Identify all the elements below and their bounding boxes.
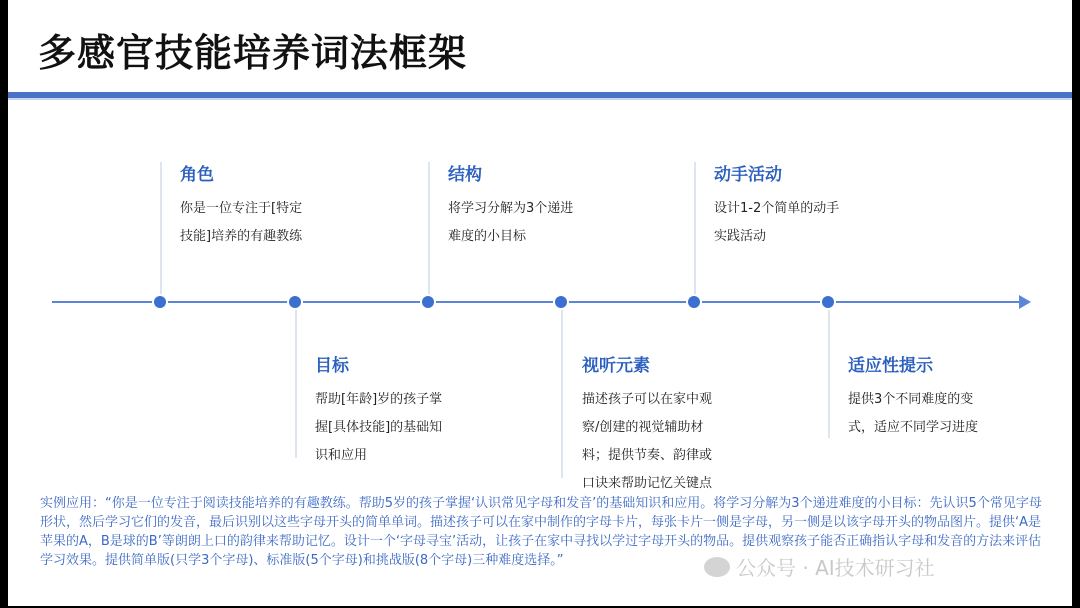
watermark-text: 公众号 · AI技术研习社 bbox=[736, 556, 935, 580]
card-body: 将学习分解为3个递进 难度的小目标 bbox=[448, 201, 574, 244]
slide-title: 多感官技能培养词法框架 bbox=[38, 31, 468, 75]
connector-line bbox=[828, 308, 830, 438]
card-heading: 动手活动 bbox=[714, 165, 782, 185]
slide bbox=[8, 0, 1072, 606]
card-audiovisual bbox=[582, 351, 782, 498]
timeline-node bbox=[688, 296, 700, 308]
timeline-node bbox=[289, 296, 301, 308]
card-structure bbox=[448, 160, 648, 251]
connector-line bbox=[561, 308, 563, 478]
card-role bbox=[180, 160, 380, 251]
timeline-node bbox=[822, 296, 834, 308]
connector-line bbox=[428, 162, 430, 296]
watermark bbox=[704, 552, 935, 581]
card-heading: 目标 bbox=[315, 356, 349, 376]
wechat-icon bbox=[704, 557, 730, 577]
connector-line bbox=[295, 308, 297, 458]
card-heading: 角色 bbox=[180, 165, 214, 185]
card-adaptive-tips bbox=[848, 351, 1048, 442]
timeline-arrow-icon bbox=[1019, 295, 1031, 309]
timeline-node bbox=[555, 296, 567, 308]
card-body: 描述孩子可以在家中观 察/创建的视觉辅助材 料；提供节奏、韵律或 口诀来帮助记忆关键点 bbox=[582, 392, 713, 491]
example-paragraph: 实例应用：“你是一位专注于阅读技能培养的有趣教练。帮助5岁的孩子掌握‘认识常见字母和发音’的基础知识和应用。将学习分解为3个递进难度的小目标：先认识5个常见字母形状，然后学习它们的发音，最后识别以这些字母开头的简单单词。描述孩子可以在家中制作的字母卡片，每张卡片一侧是字母，另一侧是以该字母开头的物品图片。提供‘A是苹果的A，B是球的B’等朗朗上口的韵律来帮助记忆。设计一个‘字母寻宝’活动，让孩子在家中寻找以学过字母开头的物品。提供观察孩子能否正确指认字母和发音的方法来评估学习效果。提供简单版(只学3个字母)、标准版(5个字母)和挑战版(8个字母)三种难度选择。” bbox=[40, 496, 1042, 568]
card-goal bbox=[315, 351, 515, 470]
title-underline-shadow bbox=[8, 98, 1072, 100]
card-body: 设计1-2个简单的动手 实践活动 bbox=[714, 201, 840, 244]
timeline-axis bbox=[52, 301, 1022, 303]
timeline-node bbox=[422, 296, 434, 308]
card-heading: 结构 bbox=[448, 165, 482, 185]
connector-line bbox=[694, 162, 696, 296]
card-hands-on bbox=[714, 160, 914, 251]
card-body: 提供3个不同难度的变 式，适应不同学习进度 bbox=[848, 392, 979, 435]
timeline-node bbox=[154, 296, 166, 308]
connector-line bbox=[160, 162, 162, 296]
card-heading: 适应性提示 bbox=[848, 356, 933, 376]
card-body: 帮助[年龄]岁的孩子掌 握[具体技能]的基础知 识和应用 bbox=[315, 392, 443, 463]
card-body: 你是一位专注于[特定 技能]培养的有趣教练 bbox=[180, 201, 303, 244]
card-heading: 视听元素 bbox=[582, 356, 650, 376]
